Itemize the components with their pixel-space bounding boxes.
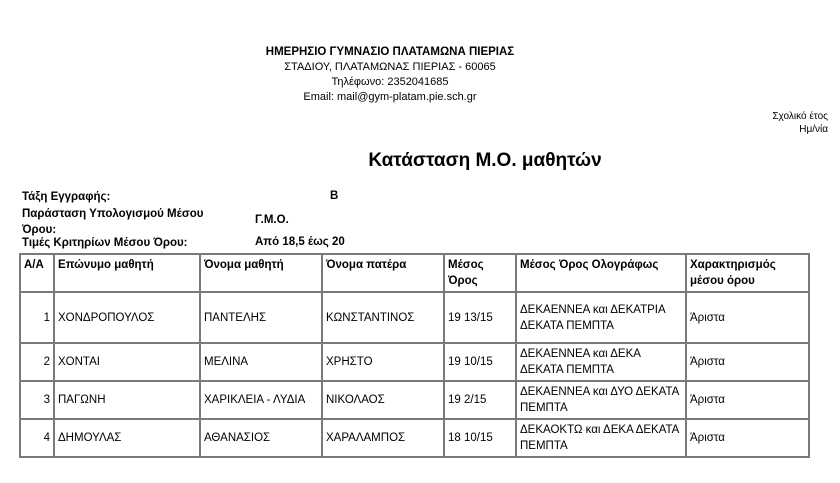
class-label: Τάξη Εγγραφής: bbox=[22, 191, 111, 203]
cell-avg: 19 10/15 bbox=[444, 343, 516, 381]
cell-grade: Άριστα bbox=[686, 381, 809, 419]
cell-grade: Άριστα bbox=[686, 419, 809, 457]
table-row bbox=[20, 419, 809, 457]
cell-father: ΧΡΗΣΤΟ bbox=[322, 343, 444, 381]
school-email: Email: mail@gym-platam.pie.sch.gr bbox=[303, 91, 477, 103]
school-year-label: Σχολικό έτος bbox=[772, 111, 828, 122]
cell-surname: ΔΗΜΟΥΛΑΣ bbox=[54, 419, 200, 457]
students-table bbox=[19, 253, 810, 458]
table-header-row bbox=[20, 254, 809, 292]
cell-grade: Άριστα bbox=[686, 343, 809, 381]
col-father: Όνομα πατέρα bbox=[322, 254, 444, 292]
cell-aa: 4 bbox=[20, 419, 54, 457]
school-phone: Τηλέφωνο: 2352041685 bbox=[331, 76, 449, 88]
cell-avg: 19 2/15 bbox=[444, 381, 516, 419]
cell-avg-words: ΔΕΚΑΕΝΝΕΑ και ΔΕΚΑ ΔΕΚΑΤΑ ΠΕΜΠΤΑ bbox=[516, 343, 686, 381]
cell-father: ΚΩΝΣΤΑΝΤΙΝΟΣ bbox=[322, 292, 444, 343]
cell-name: ΑΘΑΝΑΣΙΟΣ bbox=[200, 419, 322, 457]
calc-value: Γ.Μ.Ο. bbox=[255, 214, 289, 226]
calc-label-line2: Όρου: bbox=[22, 224, 57, 236]
cell-aa: 3 bbox=[20, 381, 54, 419]
school-name: ΗΜΕΡΗΣΙΟ ΓΥΜΝΑΣΙΟ ΠΛΑΤΑΜΩΝΑ ΠΙΕΡΙΑΣ bbox=[265, 46, 515, 58]
school-address: ΣΤΑΔΙΟΥ, ΠΛΑΤΑΜΩΝΑΣ ΠΙΕΡΙΑΣ - 60065 bbox=[284, 61, 496, 73]
col-aa: Α/Α bbox=[20, 254, 54, 292]
cell-surname: ΧΟΝΤΑΙ bbox=[54, 343, 200, 381]
cell-avg-words: ΔΕΚΑΕΝΝΕΑ και ΔΕΚΑΤΡΙΑ ΔΕΚΑΤΑ ΠΕΜΠΤΑ bbox=[516, 292, 686, 343]
page-title: Κατάσταση Μ.Ο. μαθητών bbox=[368, 150, 602, 171]
cell-surname: ΠΑΓΩΝΗ bbox=[54, 381, 200, 419]
cell-avg: 19 13/15 bbox=[444, 292, 516, 343]
cell-name: ΧΑΡΙΚΛΕΙΑ - ΛΥΔΙΑ bbox=[200, 381, 322, 419]
cell-aa: 2 bbox=[20, 343, 54, 381]
cell-aa: 1 bbox=[20, 292, 54, 343]
col-surname: Επώνυμο μαθητή bbox=[54, 254, 200, 292]
table-row bbox=[20, 292, 809, 343]
cell-name: ΜΕΛΙΝΑ bbox=[200, 343, 322, 381]
cell-father: ΧΑΡΑΛΑΜΠΟΣ bbox=[322, 419, 444, 457]
cell-avg-words: ΔΕΚΑΟΚΤΩ και ΔΕΚΑ ΔΕΚΑΤΑ ΠΕΜΠΤΑ bbox=[516, 419, 686, 457]
date-label: Ημ/νία bbox=[799, 124, 828, 135]
table-row bbox=[20, 381, 809, 419]
range-value: Από 18,5 έως 20 bbox=[255, 236, 345, 248]
cell-name: ΠΑΝΤΕΛΗΣ bbox=[200, 292, 322, 343]
cell-father: ΝΙΚΟΛΑΟΣ bbox=[322, 381, 444, 419]
col-avg-words: Μέσος Όρος Ολογράφως bbox=[516, 254, 686, 292]
cell-avg: 18 10/15 bbox=[444, 419, 516, 457]
table-row bbox=[20, 343, 809, 381]
col-grade: Χαρακτηρισμός μέσου όρου bbox=[686, 254, 809, 292]
cell-avg-words: ΔΕΚΑΕΝΝΕΑ και ΔΥΟ ΔΕΚΑΤΑ ΠΕΜΠΤΑ bbox=[516, 381, 686, 419]
range-label: Τιμές Κριτηρίων Μέσου Όρου: bbox=[22, 237, 188, 249]
cell-grade: Άριστα bbox=[686, 292, 809, 343]
cell-surname: ΧΟΝΔΡΟΠΟΥΛΟΣ bbox=[54, 292, 200, 343]
class-value: Β bbox=[330, 190, 339, 202]
document-info bbox=[772, 110, 828, 136]
school-header bbox=[0, 45, 780, 105]
calc-label-line1: Παράσταση Υπολογισμού Μέσου bbox=[22, 208, 204, 220]
col-name: Όνομα μαθητή bbox=[200, 254, 322, 292]
col-avg: Μέσος Όρος bbox=[444, 254, 516, 292]
